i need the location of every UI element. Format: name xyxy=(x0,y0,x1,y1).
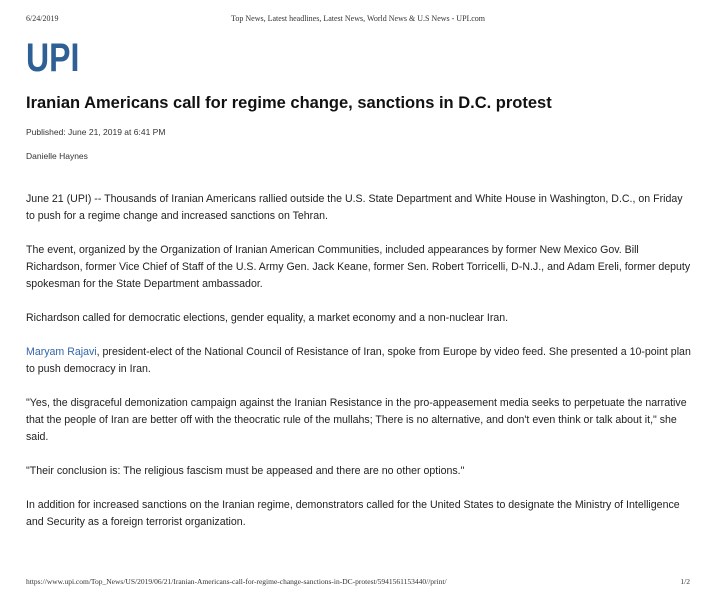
print-footer xyxy=(26,577,690,589)
page-number: 1/2 xyxy=(680,577,690,586)
article-paragraph: The event, organized by the Organization of Iranian American Communities, included appearances by former New Mexico Gov. Bill Richardson, former Vice Chief of Staff of the U.S. Army Gen. Jack Keane, former Sen. Robert Torricelli, D-N.J., and Adam Ereli, former deputy spokesman for the State Department ambassador. xyxy=(26,244,691,290)
article-paragraph: Richardson called for democratic elections, gender equality, a market economy and a non-nuclear Iran. xyxy=(26,312,509,324)
author-byline: Danielle Haynes xyxy=(26,151,88,161)
article-paragraph: "Their conclusion is: The religious fascism must be appeased and there are no other options." xyxy=(26,465,465,477)
article-paragraph: In addition for increased sanctions on the Iranian regime, demonstrators called for the United States to designate the Ministry of Intelligence and Security as a foreign terrorist organization. xyxy=(26,499,680,528)
paragraph-text: , president-elect of the National Council of Resistance of Iran, spoke from Europe by video feed. She presented a 10-point plan to push democracy in Iran. xyxy=(26,346,691,375)
print-date: 6/24/2019 xyxy=(26,14,59,23)
print-page-title: Top News, Latest headlines, Latest News, World News & U.S News - UPI.com xyxy=(231,14,485,23)
maryam-rajavi-link[interactable]: Maryam Rajavi xyxy=(26,346,97,358)
article-headline: Iranian Americans call for regime change, sanctions in D.C. protest xyxy=(26,94,552,112)
published-date: Published: June 21, 2019 at 6:41 PM xyxy=(26,127,166,137)
article-body xyxy=(26,191,694,548)
article-paragraph xyxy=(26,344,694,378)
print-url: https://www.upi.com/Top_News/US/2019/06/21/Iranian-Americans-call-for-regime-change-sanctions-in-DC-protest/5941561153440//print/ xyxy=(26,577,447,586)
article-paragraph: June 21 (UPI) -- Thousands of Iranian Americans rallied outside the U.S. State Department and White House in Washington, D.C., on Friday to push for a regime change and increased sanctions on Tehran. xyxy=(26,193,683,222)
print-header xyxy=(26,14,690,26)
article-paragraph: "Yes, the disgraceful demonization campaign against the Iranian Resistance in the pro-appeasement media seeks to perpetuate the narrative that the people of Iran are better off with the theocratic rule of the mullahs; There is no alternative, and don't even think or talk about it," she said. xyxy=(26,397,687,443)
upi-logo[interactable]: UPI xyxy=(26,36,80,80)
